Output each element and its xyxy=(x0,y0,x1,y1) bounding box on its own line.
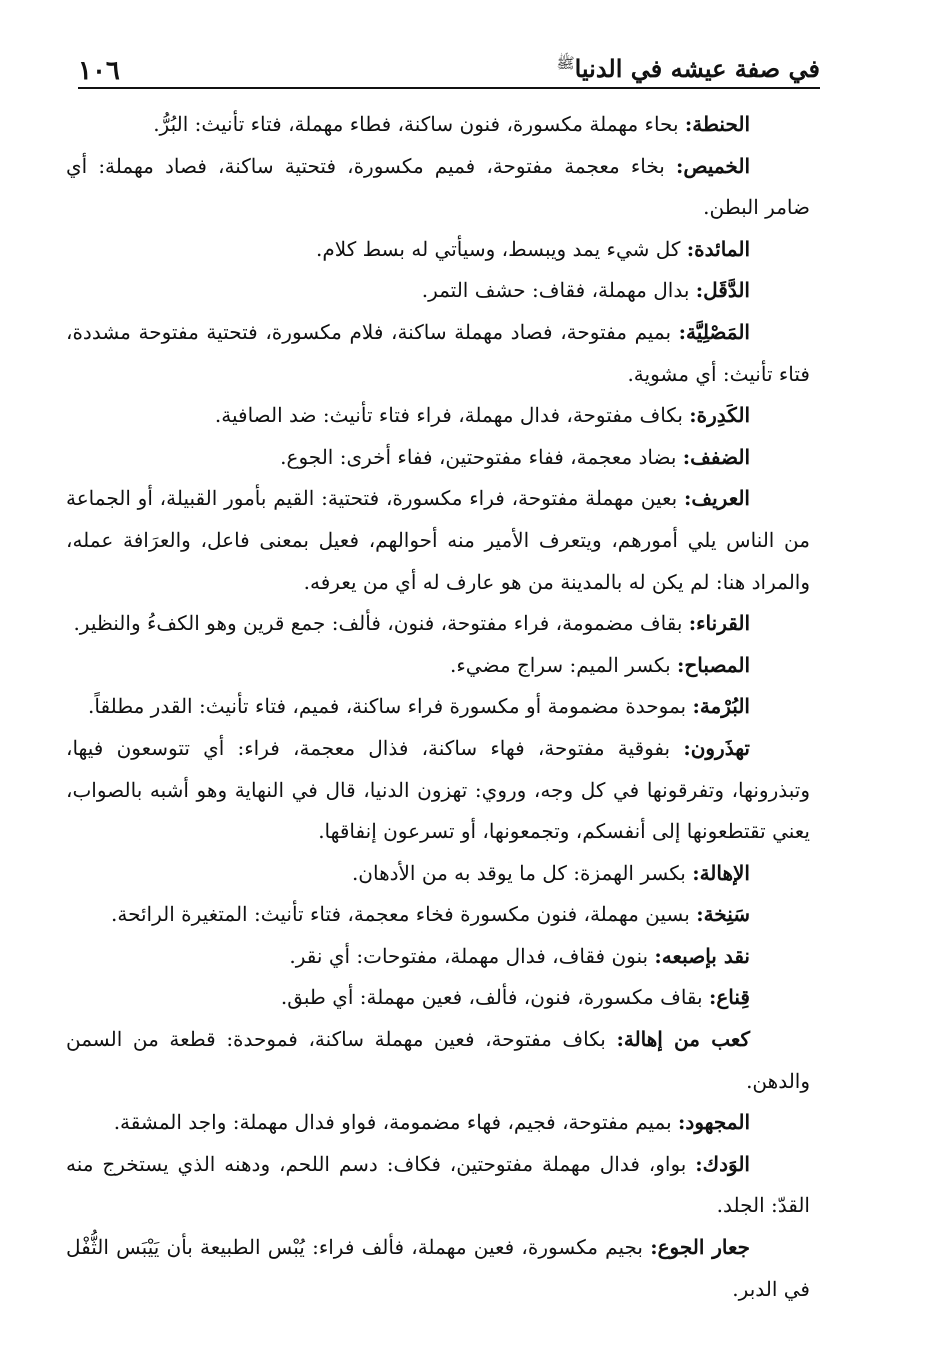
glossary-entry xyxy=(66,686,810,728)
entry-term: الضفف: xyxy=(682,444,750,469)
glossary-entry xyxy=(66,437,810,479)
entry-term: القرناء: xyxy=(688,611,750,636)
entry-term: كعب من إهالة: xyxy=(616,1027,751,1052)
glossary-entry xyxy=(66,229,810,271)
entry-term: الحنطة: xyxy=(684,112,750,136)
entry-definition: بخاء معجمة مفتوحة، فميم مكسورة، فتحتية ساكنة، فصاد مهملة: أي ضامر البطن. xyxy=(66,153,810,220)
entry-definition: بميم مفتوحة، فجيم، فهاء مضمومة، فواو فدال مهملة: واجد المشقة. xyxy=(113,1110,679,1135)
entry-definition: بموحدة مضمومة أو مكسورة فراء ساكنة، فميم، فتاء تأنيث: القدر مطلقاً. xyxy=(88,694,693,719)
entry-definition: بنون فقاف، فدال مهملة، مفتوحات: أي نقر. xyxy=(289,943,655,968)
entry-term: قِناع: xyxy=(708,985,750,1010)
page-number: ١٠٦ xyxy=(78,56,120,86)
header-divider xyxy=(78,87,820,89)
glossary-entry xyxy=(66,1019,810,1102)
glossary-entry xyxy=(66,853,810,895)
entry-definition: بجيم مكسورة، فعين مهملة، فألف فراء: يُبْس الطبيعة بأن يَيْبَس الثُّفْل في الدبر. xyxy=(66,1235,810,1301)
entry-term: المَصْلِيَّة: xyxy=(678,319,750,344)
entry-term: الإهالة: xyxy=(692,860,750,885)
entry-definition: بكاف مفتوحة، فعين مهملة ساكنة، فموحدة: قطعة من السمن والدهن. xyxy=(66,1027,810,1093)
glossary-entry xyxy=(66,603,810,645)
honorific-mark: ﷺ xyxy=(556,54,575,72)
entry-term: العريف: xyxy=(684,486,750,511)
entry-definition: بميم مفتوحة، فصاد مهملة ساكنة، فلام مكسورة، فتحتية مفتوحة مشددة، فتاء تأنيث: أي مشوية. xyxy=(66,319,810,386)
header-title-text: في صفة عيشه في الدنيا xyxy=(574,54,820,83)
entry-definition: بكسر الهمزة: كل ما يوقد به من الأدهان. xyxy=(351,860,693,885)
entry-term: الخميص: xyxy=(675,153,750,178)
glossary-entry xyxy=(66,977,810,1019)
glossary-entry xyxy=(66,478,810,603)
entry-definition: بفوقية مفتوحة، فهاء ساكنة، فذال معجمة، فراء: أي تتوسعون فيها، وتبذرونها، وتفرقونها في كل وجه، وروي: تهزون الدنيا، قال في النهاية وهو أشبه بالصواب، يعني تقتطعونها إلى أنفسكم، وتجمعونها، أو تسرعون إنفاقها. xyxy=(66,735,810,844)
entry-term: البُرْمة: xyxy=(692,694,750,719)
glossary-entry xyxy=(66,395,810,437)
entry-definition: بواو، فدال مهملة مفتوحتين، فكاف: دسم اللحم، ودهنه الذي يستخرج منه القدّ: الجلد. xyxy=(66,1151,810,1218)
entry-definition: بحاء مهملة مكسورة، فنون ساكنة، فطاء مهملة، فتاء تأنيث: البُرُّ. xyxy=(153,112,685,136)
entry-term: المائدة: xyxy=(686,236,750,261)
header-title xyxy=(552,54,820,83)
entry-term: المجهود: xyxy=(678,1110,750,1135)
glossary-entry xyxy=(66,728,810,853)
glossary-entry xyxy=(66,645,810,687)
entry-term: الوَدك: xyxy=(695,1151,750,1176)
entry-definition: بدال مهملة، فقاف: حشف التمر. xyxy=(421,278,696,303)
entry-definition: بسين مهملة، فنون مكسورة فخاء معجمة، فتاء تأنيث: المتغيرة الرائحة. xyxy=(111,902,697,927)
entry-term: تهذَرون: xyxy=(683,735,750,760)
entry-term: سَنِخة: xyxy=(696,902,750,927)
glossary-entry xyxy=(66,146,810,229)
entry-term: جعار الجوع: xyxy=(650,1235,750,1260)
entry-term: نقد بإصبعه: xyxy=(654,943,750,968)
glossary-entry xyxy=(66,936,810,978)
glossary-entry xyxy=(66,1227,810,1310)
glossary-entry xyxy=(66,894,810,936)
glossary-entry xyxy=(66,104,810,146)
glossary-entry xyxy=(66,1102,810,1144)
glossary-entry xyxy=(66,270,810,312)
entry-definition: بعين مهملة مفتوحة، فراء مكسورة، فتحتية: القيم بأمور القبيلة، أو الجماعة من الناس يلي أمورهم، ويتعرف الأمير منه أحوالهم، فعيل بمعنى فاعل، والعرَافة عمله، والمراد هنا: لم يكن له بالمدينة من هو عارف له أي من يعرفه. xyxy=(66,486,810,594)
entry-term: المصباح: xyxy=(677,652,750,677)
glossary-entry xyxy=(66,312,810,395)
glossary-entry xyxy=(66,1144,810,1227)
running-header xyxy=(78,40,820,90)
entry-term: الدَّقَل: xyxy=(695,278,750,303)
entry-definition: بقاف مكسورة، فنون، فألف، فعين مهملة: أي طبق. xyxy=(280,985,709,1010)
entry-definition: بقاف مضمومة، فراء مفتوحة، فنون، فألف: جمع قرين وهو الكفءُ والنظير. xyxy=(73,611,689,636)
entry-definition: بضاد معجمة، ففاء مفتوحتين، ففاء أخرى: الجوع. xyxy=(280,444,683,469)
entry-definition: بكسر الميم: سراج مضيء. xyxy=(450,652,678,677)
entry-definition: كل شيء يمد ويبسط، وسيأتي له بسط كلام. xyxy=(316,236,687,261)
glossary-body xyxy=(66,104,810,1310)
entry-definition: بكاف مفتوحة، فدال مهملة، فراء فتاء تأنيث: ضد الصافية. xyxy=(214,403,690,428)
entry-term: الكَدِرة: xyxy=(689,403,750,428)
